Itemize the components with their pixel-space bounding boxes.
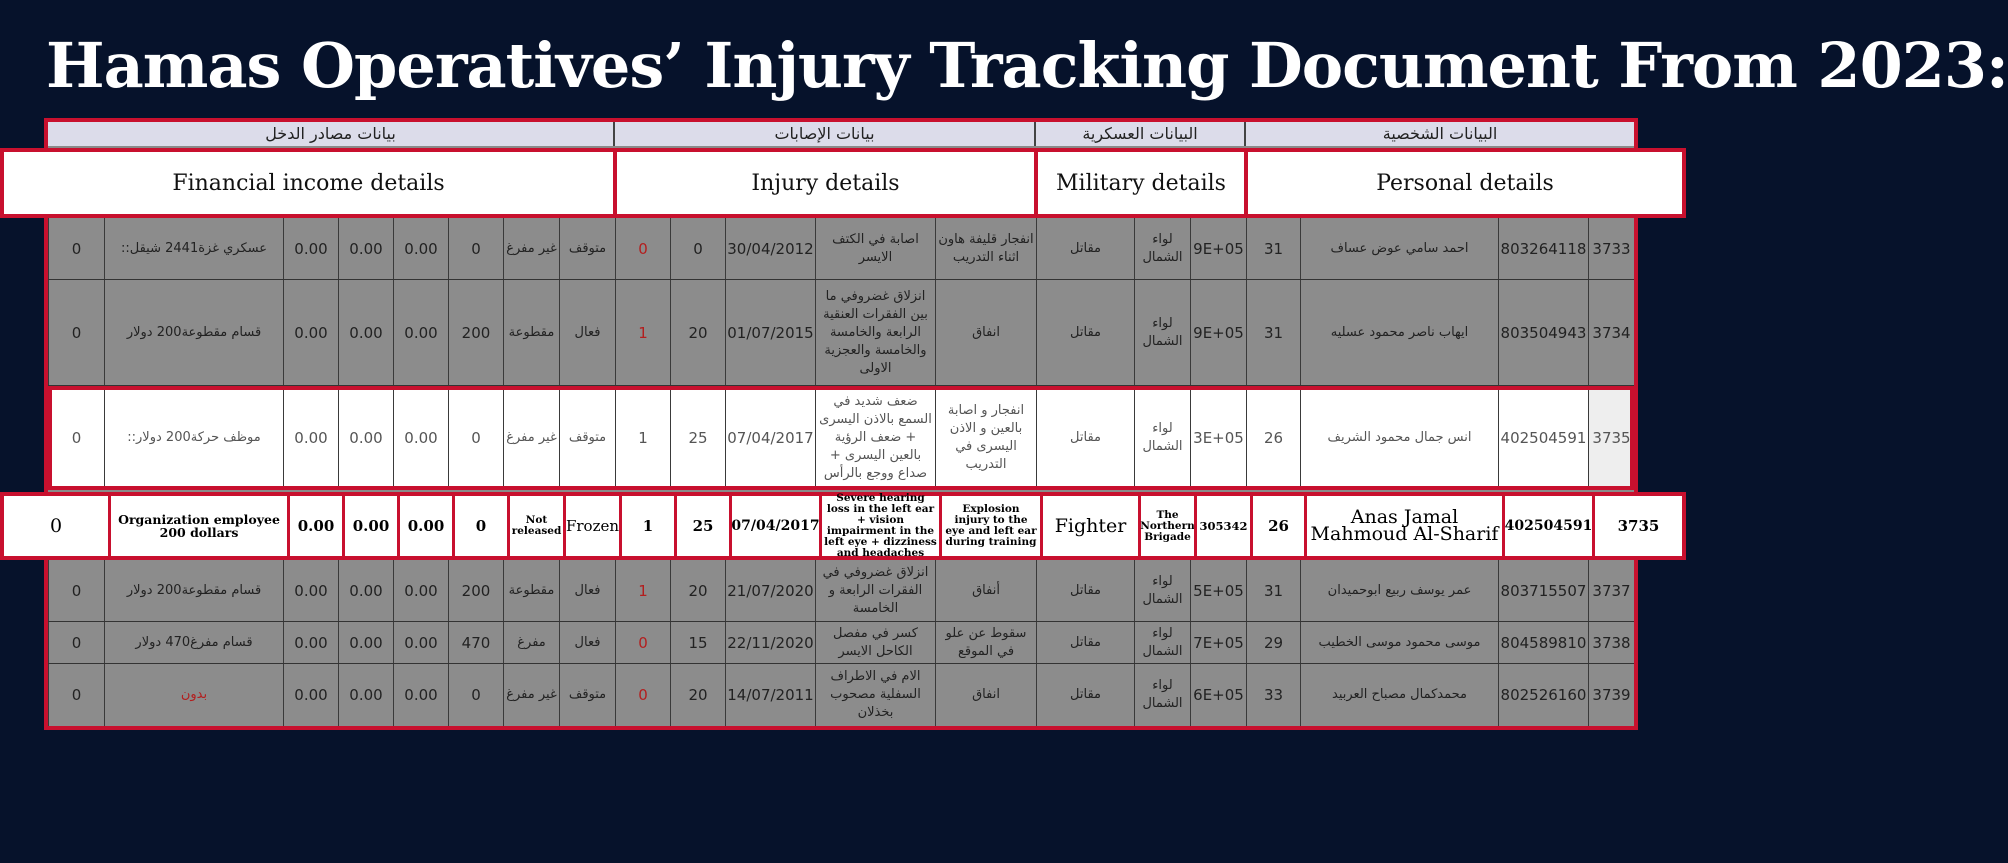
cell: انفاق: [935, 280, 1036, 385]
cell: 0: [615, 664, 670, 726]
cell: مقاتل: [1036, 386, 1134, 489]
cell: 5E+05: [1190, 560, 1246, 621]
cell: 7E+05: [1190, 622, 1246, 663]
cell: سقوط عن علو في الموقع: [935, 622, 1036, 663]
cell: 0.00: [342, 496, 397, 556]
cell: 0.00: [283, 386, 338, 489]
cell: 1: [619, 496, 674, 556]
cell: 0.00: [283, 218, 338, 279]
cell: 33: [1246, 664, 1300, 726]
cell: انفجار قليفة هاون اثناء التدريب: [935, 218, 1036, 279]
cell: 31: [1246, 218, 1300, 279]
cell: 0.00: [393, 280, 448, 385]
cell: 3739: [1588, 664, 1634, 726]
cell: غير مفرغ: [503, 386, 559, 489]
cell: 3735: [1592, 496, 1682, 556]
cell: 0: [615, 218, 670, 279]
cell: 6E+05: [1190, 664, 1246, 726]
cell: 3737: [1588, 560, 1634, 621]
english-header-personal: Personal details: [1244, 148, 1686, 218]
cell: مقاتل: [1036, 664, 1134, 726]
cell: 0: [48, 218, 104, 279]
cell: 3E+05: [1190, 386, 1246, 489]
cell: 0.00: [397, 496, 452, 556]
cell: قسام مفرغ470 دولار: [104, 622, 283, 663]
cell: 0: [448, 664, 503, 726]
cell: 25: [674, 496, 729, 556]
cell: 0.00: [393, 664, 448, 726]
cell: 0.00: [393, 218, 448, 279]
cell: مقاتل: [1036, 218, 1134, 279]
cell: 31: [1246, 560, 1300, 621]
cell: 07/04/2017: [725, 386, 815, 489]
cell: 0: [49, 515, 63, 537]
arabic-header-income: بيانات مصادر الدخل: [48, 122, 615, 146]
cell: The Northern Brigade: [1138, 496, 1194, 556]
cell: 9E+05: [1190, 280, 1246, 385]
cell: Frozen: [563, 496, 619, 556]
cell: كسر في مفصل الكاحل الايسر: [815, 622, 935, 663]
cell: 14/07/2011: [725, 664, 815, 726]
cell: 803715507: [1498, 560, 1588, 621]
highlight-frame: [48, 386, 1634, 490]
cell: لواء الشمال: [1134, 560, 1190, 621]
table-row: [48, 560, 1634, 622]
cell: قسام مقطوعة200 دولار: [104, 280, 283, 385]
cell: 804589810: [1498, 622, 1588, 663]
cell: 200: [448, 280, 503, 385]
cell: 0: [448, 386, 503, 489]
cell: 0.00: [393, 386, 448, 489]
cell: 21/07/2020: [725, 560, 815, 621]
cell: عمر يوسف ربيع ابوحميدان: [1300, 560, 1498, 621]
cell: 1: [615, 560, 670, 621]
cell: 0.00: [393, 560, 448, 621]
cell: 402504591: [1498, 386, 1588, 489]
cell: 0: [48, 280, 104, 385]
arabic-header-personal: البيانات الشخصية: [1246, 122, 1634, 146]
cell: مقاتل: [1036, 560, 1134, 621]
cell: قسام مقطوعة200 دولار: [104, 560, 283, 621]
translation-row: [0, 492, 1686, 560]
cell: 1: [615, 386, 670, 489]
cell: مقطوعة: [503, 280, 559, 385]
cell: بدون: [104, 664, 283, 726]
cell: 200: [448, 560, 503, 621]
cell: غير مفرغ: [503, 664, 559, 726]
cell: لواء الشمال: [1134, 622, 1190, 663]
cell: 305342: [1194, 496, 1250, 556]
cell: Organization employee 200 dollars: [108, 496, 287, 556]
cell: 0: [670, 218, 725, 279]
cell: موظف حركة200 دولار::: [104, 386, 283, 489]
cell: لواء الشمال: [1134, 280, 1190, 385]
cell: 0.00: [283, 560, 338, 621]
cell: غير مفرغ: [503, 218, 559, 279]
cell: 803504943: [1498, 280, 1588, 385]
english-header-injury: Injury details: [613, 148, 1038, 218]
cell: انزلاق غضروفي ما بين الفقرات العنقية الرابعة والخامسة والخامسة والعجزية الاولى: [815, 280, 935, 385]
cell: 25: [670, 386, 725, 489]
table-row: [48, 218, 1634, 280]
cell: احمد سامي عوض عساف: [1300, 218, 1498, 279]
cell: Severe hearing loss in the left ear + vision impairment in the left eye + dizziness and headaches: [819, 496, 939, 556]
cell: ايهاب ناصر محمود عسليه: [1300, 280, 1498, 385]
cell: 20: [670, 664, 725, 726]
cell: فعال: [559, 280, 615, 385]
cell: 30/04/2012: [725, 218, 815, 279]
cell: 3734: [1588, 280, 1634, 385]
cell: لواء الشمال: [1134, 386, 1190, 489]
cell: فعال: [559, 622, 615, 663]
cell: Anas Jamal Mahmoud Al-Sharif: [1304, 496, 1502, 556]
table-row: [48, 664, 1634, 726]
cell: 31: [1246, 280, 1300, 385]
cell: 0.00: [338, 664, 393, 726]
cell: 0: [48, 560, 104, 621]
cell: 0: [452, 496, 507, 556]
cell: متوقف: [559, 386, 615, 489]
table-row: [48, 280, 1634, 386]
cell: Explosion injury to the eye and left ear during training: [939, 496, 1040, 556]
cell: انفجار و اصابة بالعين و الاذن اليسرى في التدريب: [935, 386, 1036, 489]
cell: 0.00: [338, 280, 393, 385]
page-title: Hamas Operatives’ Injury Tracking Document From 2023:: [46, 29, 2008, 102]
cell: 3733: [1588, 218, 1634, 279]
cell: 15: [670, 622, 725, 663]
cell: 20: [670, 560, 725, 621]
cell: مقطوعة: [503, 560, 559, 621]
cell: 26: [1250, 496, 1304, 556]
cell: 3735: [1588, 386, 1634, 489]
cell: 0: [48, 386, 104, 489]
arabic-header-military: البيانات العسكرية: [1036, 122, 1246, 146]
cell: 0: [448, 218, 503, 279]
cell: متوقف: [559, 218, 615, 279]
cell: محمدكمال مصباح العربيد: [1300, 664, 1498, 726]
cell: 0.00: [287, 496, 342, 556]
cell: 0: [48, 664, 104, 726]
cell: 0.00: [338, 386, 393, 489]
cell: 802526160: [1498, 664, 1588, 726]
cell: 0: [48, 622, 104, 663]
cell: 0.00: [283, 280, 338, 385]
cell: 07/04/2017: [729, 496, 819, 556]
cell: 22/11/2020: [725, 622, 815, 663]
cell: الام في الاطراف السفلية مصحوب بخذلان: [815, 664, 935, 726]
cell: 9E+05: [1190, 218, 1246, 279]
cell: 0.00: [338, 560, 393, 621]
cell: 29: [1246, 622, 1300, 663]
cell: 0.00: [393, 622, 448, 663]
cell: 20: [670, 280, 725, 385]
cell: موسى محمود موسى الخطيب: [1300, 622, 1498, 663]
english-header-income: Financial income details: [0, 148, 617, 218]
cell: مقاتل: [1036, 280, 1134, 385]
cell: اصابة في الكتف الايسر: [815, 218, 935, 279]
cell: 402504591: [1502, 496, 1592, 556]
cell: أنفاق: [935, 560, 1036, 621]
cell: فعال: [559, 560, 615, 621]
cell: متوقف: [559, 664, 615, 726]
cell: انزلاق غضروفي في الفقرات الرابعة و الخامسة: [815, 560, 935, 621]
cell: 470: [448, 622, 503, 663]
cell: لواء الشمال: [1134, 218, 1190, 279]
cell: انفاق: [935, 664, 1036, 726]
table-row: [48, 622, 1634, 664]
cell: 0.00: [283, 622, 338, 663]
cell: لواء الشمال: [1134, 664, 1190, 726]
cell: 26: [1246, 386, 1300, 489]
cell: 01/07/2015: [725, 280, 815, 385]
cell: 0.00: [338, 622, 393, 663]
cell: 3738: [1588, 622, 1634, 663]
english-header-military: Military details: [1034, 148, 1248, 218]
cell: عسكري غزة2441 شيقل::: [104, 218, 283, 279]
cell: مقاتل: [1036, 622, 1134, 663]
cell: Not released: [507, 496, 563, 556]
cell: 0: [615, 622, 670, 663]
arabic-header-injury: بيانات الإصابات: [615, 122, 1036, 146]
cell: 803264118: [1498, 218, 1588, 279]
cell: ضعف شديد في السمع بالاذن اليسرى + ضعف الرؤية بالعين اليسرى + صداع ووجع بالرأس: [815, 386, 935, 489]
cell: 0.00: [283, 664, 338, 726]
cell: انس جمال محمود الشريف: [1300, 386, 1498, 489]
cell: 0.00: [338, 218, 393, 279]
cell: 1: [615, 280, 670, 385]
cell: Fighter: [1040, 496, 1138, 556]
cell: مفرغ: [503, 622, 559, 663]
